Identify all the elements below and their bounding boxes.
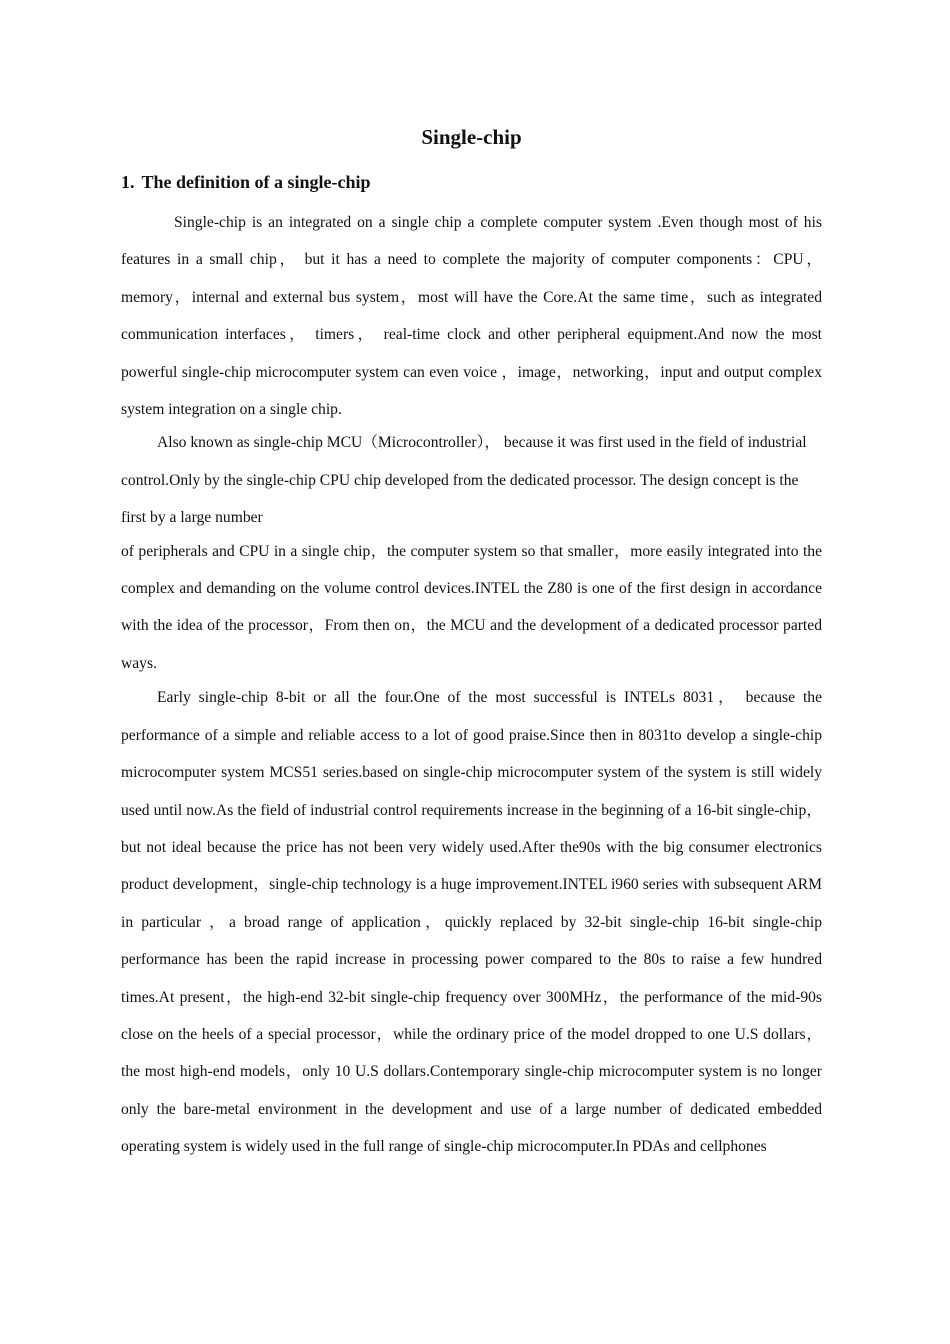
section-number: 1. xyxy=(121,172,135,192)
document-title: Single-chip xyxy=(421,125,522,149)
paragraph-1: Single-chip is an integrated on a single chip a complete computer system .Even though most of his features in a small chip， but it has a need to complete the majority of computer components：CPU，memory，internal and external bus system，most will have the Core.At the same time，such as integrated communication interfaces， timers， real-time clock and other peripheral equipment.And now the most powerful single-chip microcomputer system can even voice ，image，networking，input and output complex system integration on a single chip. xyxy=(121,214,822,419)
paragraph-3: Early single-chip 8-bit or all the four.One of the most successful is INTELs 8031， because the performance of a simple and reliable access to a lot of good praise.Since then in 8031to develop a single-chip microcomputer system MCS51 series.based on single-chip microcomputer system of the system is still widely used until now.As the field of industrial control requirements increase in the beginning of a 16-bit single-chip，but not ideal because the price has not been very widely used.After the90s with the big consumer electronics product development，single-chip technology is a huge improvement.INTEL i960 series with subsequent ARM in particular ，a broad range of application，quickly replaced by 32-bit single-chip 16-bit single-chip performance has been the rapid increase in processing power compared to the 80s to raise a few hundred times.At present，the high-end 32-bit single-chip frequency over 300MHz，the performance of the mid-90s close on the heels of a special processor，while the ordinary price of the model dropped to one U.S dollars，the most high-end models，only 10 U.S dollars.Contemporary single-chip microcomputer system is no longer only the bare-metal environment in the development and use of a large number of dedicated embedded operating system is widely used in the full range of single-chip microcomputer.In PDAs and cellphones xyxy=(121,689,822,1156)
paragraph-2: Also known as single-chip MCU（Microcontroller）， because it was first used in the field of industrial control.Only by the single-chip CPU chip developed from the dedicated processor. The design concept is the first by a large number xyxy=(121,434,807,527)
document-page xyxy=(121,120,822,1166)
paragraph-2-continued: of peripherals and CPU in a single chip，the computer system so that smaller，more easily integrated into the complex and demanding on the volume control devices.INTEL the Z80 is one of the first design in accordance with the idea of the processor，From then on，the MCU and the development of a dedicated processor parted ways. xyxy=(121,542,822,672)
section-heading xyxy=(121,166,822,198)
section-heading-text: The definition of a single-chip xyxy=(141,172,371,192)
